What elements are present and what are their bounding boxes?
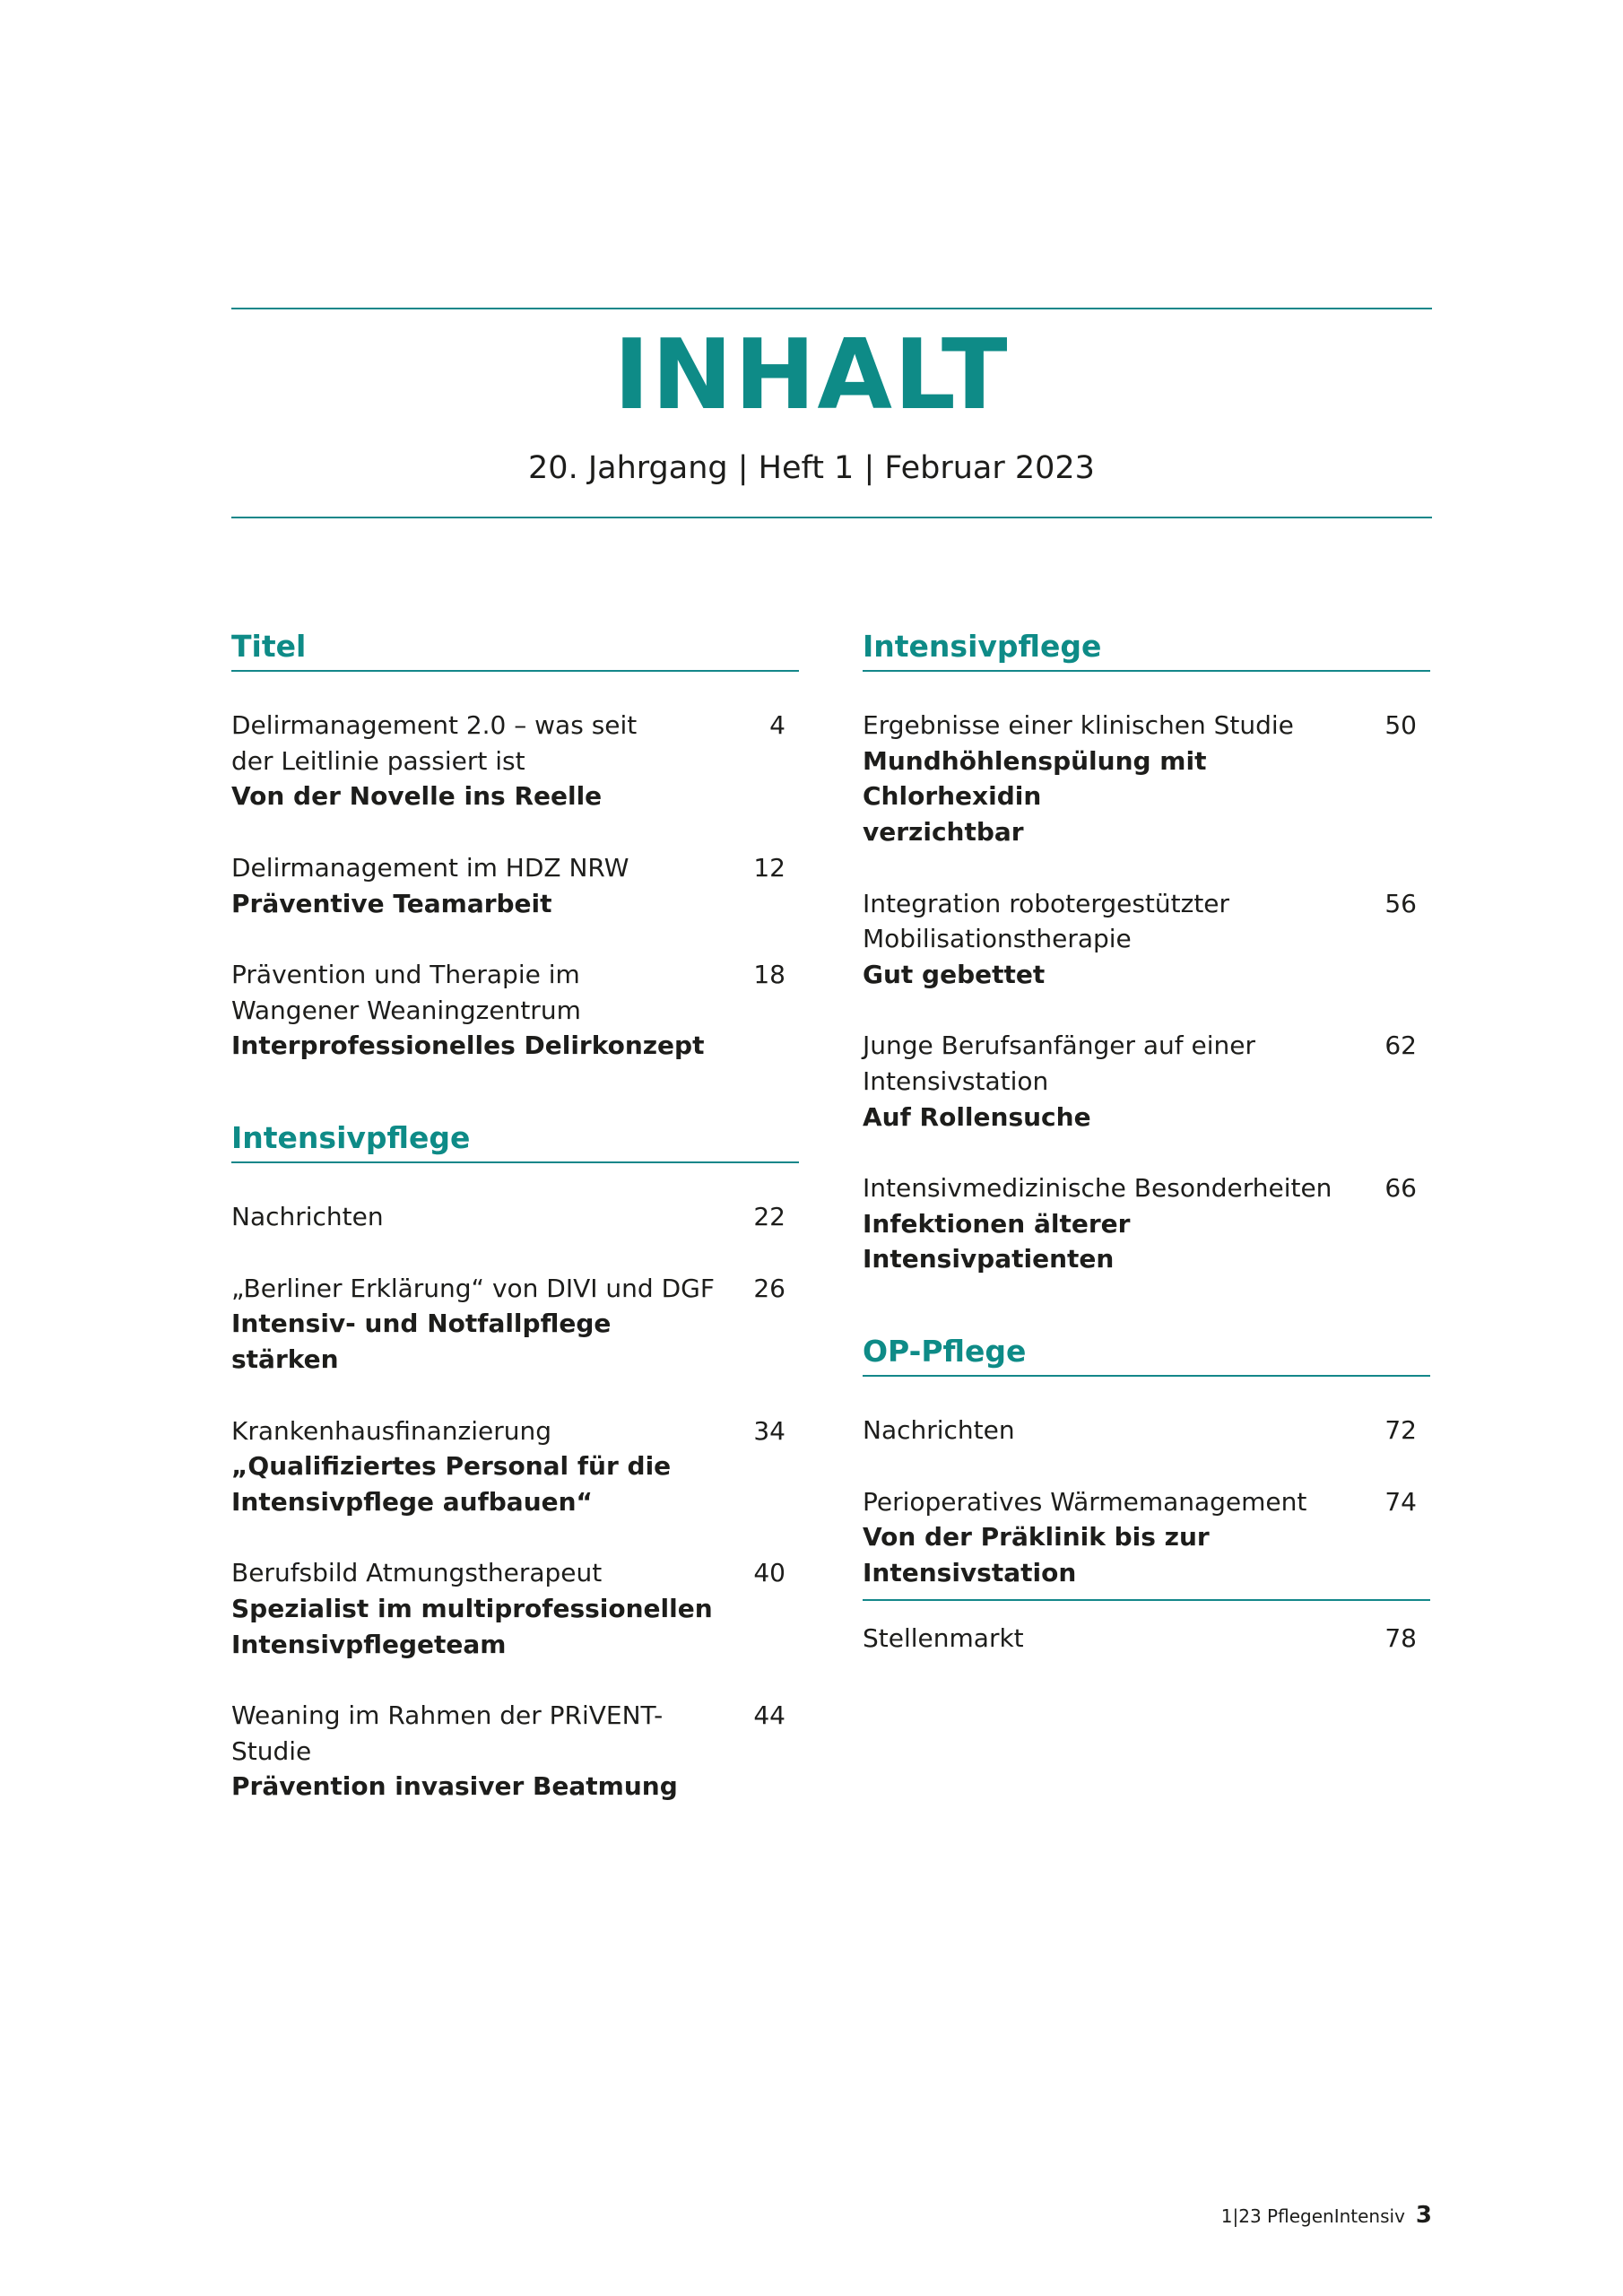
toc-entry[interactable] [863, 1413, 1430, 1448]
entry-topic: Nachrichten [231, 1202, 384, 1232]
toc-entry[interactable] [231, 957, 799, 1064]
issue-label: 1|23 PflegenIntensiv [1220, 2205, 1405, 2227]
entry-topic: Weaning im Rahmen der PRiVENT-Studie [231, 1700, 664, 1766]
entry-page-number: 56 [1384, 888, 1417, 918]
toc-entry[interactable] [231, 1199, 799, 1235]
entry-topic: Krankenhausfinanzierung [231, 1415, 551, 1446]
toc-entry[interactable] [231, 850, 799, 921]
entry-page-number: 72 [1384, 1415, 1417, 1446]
entry-topic: Nachrichten [863, 1415, 1015, 1446]
entry-page-number: 44 [753, 1700, 785, 1731]
page-footer [1221, 2202, 1432, 2229]
entry-page-number: 74 [1384, 1486, 1417, 1517]
entry-page-number: 34 [753, 1415, 785, 1446]
entry-topic: Delirmanagement 2.0 – was seit [231, 710, 638, 741]
top-rule [231, 308, 1432, 309]
section-op-pflege [863, 1333, 1430, 1591]
right-column [863, 628, 1430, 1591]
entry-headline: Mundhöhlenspülung mit Chlorhexidin [863, 745, 1207, 812]
entry-headline: Gut gebettet [863, 959, 1046, 989]
toc-list [231, 708, 799, 1064]
entry-headline: Intensiv- und Notfallpflege stärken [231, 1309, 612, 1375]
left-column [231, 628, 799, 1805]
entry-topic: Delirmanagement im HDZ NRW [231, 853, 629, 883]
entry-topic: Junge Berufsanfänger auf einer [863, 1031, 1256, 1061]
toc-entry[interactable] [231, 708, 799, 814]
toc-entry[interactable] [231, 1555, 799, 1662]
toc-entry[interactable] [863, 1484, 1430, 1591]
section-heading: Intensivpflege [863, 628, 1430, 672]
entry-headline: Intensivpflegeteam [231, 1629, 507, 1659]
entry-page-number: 4 [769, 710, 785, 741]
entry-page-number: 12 [753, 853, 785, 883]
stellenmarkt-section [863, 1599, 1430, 1657]
entry-headline: Intensivpflege aufbauen“ [231, 1486, 593, 1517]
entry-headline: Auf Rollensuche [863, 1101, 1091, 1132]
entry-headline: Interprofessionelles Delirkonzept [231, 1031, 705, 1061]
section-intensivpflege [863, 628, 1430, 1277]
toc-entry[interactable] [863, 1621, 1430, 1657]
entry-headline: Infektionen älterer Intensivpatienten [863, 1208, 1131, 1274]
entry-topic: „Berliner Erklärung“ von DIVI und DGF [231, 1273, 715, 1303]
entry-page-number: 22 [753, 1202, 785, 1232]
entry-topic: Prävention und Therapie im [231, 960, 580, 990]
entry-headline: „Qualifiziertes Personal für die [231, 1451, 672, 1482]
entry-headline: Spezialist im multiprofessionellen [231, 1594, 713, 1623]
entry-page-number: 66 [1384, 1173, 1417, 1204]
entry-topic: Intensivmedizinische Besonderheiten [863, 1173, 1332, 1204]
entry-topic: Stellenmarkt [863, 1623, 1024, 1653]
entry-headline: Präventive Teamarbeit [231, 888, 552, 918]
toc-entry[interactable] [863, 1170, 1430, 1277]
toc-entry[interactable] [231, 1698, 799, 1805]
section-heading: Titel [231, 628, 799, 672]
entry-topic: Berufsbild Atmungstherapeut [231, 1558, 603, 1588]
toc-list [863, 708, 1430, 1277]
entry-headline: Von der Präklinik bis zur Intensivstation [863, 1522, 1210, 1587]
entry-topic: der Leitlinie passiert ist [231, 745, 525, 776]
entry-topic: Perioperatives Wärmemanagement [863, 1486, 1307, 1517]
toc-list [231, 1199, 799, 1805]
entry-headline: verzichtbar [863, 817, 1024, 848]
entry-topic: Intensivstation [863, 1066, 1049, 1096]
entry-page-number: 78 [1384, 1623, 1417, 1653]
section-heading: Intensivpflege [231, 1119, 799, 1163]
entry-page-number: 18 [753, 960, 785, 990]
entry-topic: Integration robotergestützter [863, 888, 1230, 918]
entry-topic: Ergebnisse einer klinischen Studie [863, 710, 1294, 741]
header-bottom-rule [231, 517, 1432, 518]
toc-list [863, 1413, 1430, 1590]
toc-entry[interactable] [863, 1028, 1430, 1135]
entry-page-number: 40 [753, 1558, 785, 1588]
page-number: 3 [1415, 2202, 1432, 2229]
section-intensivpflege [231, 1119, 799, 1805]
entry-page-number: 50 [1384, 710, 1417, 741]
toc-entry[interactable] [231, 1413, 799, 1520]
section-titel [231, 628, 799, 1064]
toc-entry[interactable] [231, 1271, 799, 1378]
entry-page-number: 62 [1384, 1031, 1417, 1061]
entry-topic: Wangener Weaningzentrum [231, 995, 581, 1025]
entry-topic: Mobilisationstherapie [863, 924, 1132, 954]
toc-entry[interactable] [863, 708, 1430, 849]
toc-entry[interactable] [863, 886, 1430, 993]
issue-subtitle: 20. Jahrgang | Heft 1 | Februar 2023 [528, 450, 1095, 486]
section-heading: OP-Pflege [863, 1333, 1430, 1377]
page-title: INHALT [613, 319, 1010, 431]
entry-headline: Prävention invasiver Beatmung [231, 1771, 678, 1802]
entry-headline: Von der Novelle ins Reelle [231, 781, 603, 812]
entry-page-number: 26 [753, 1273, 785, 1303]
